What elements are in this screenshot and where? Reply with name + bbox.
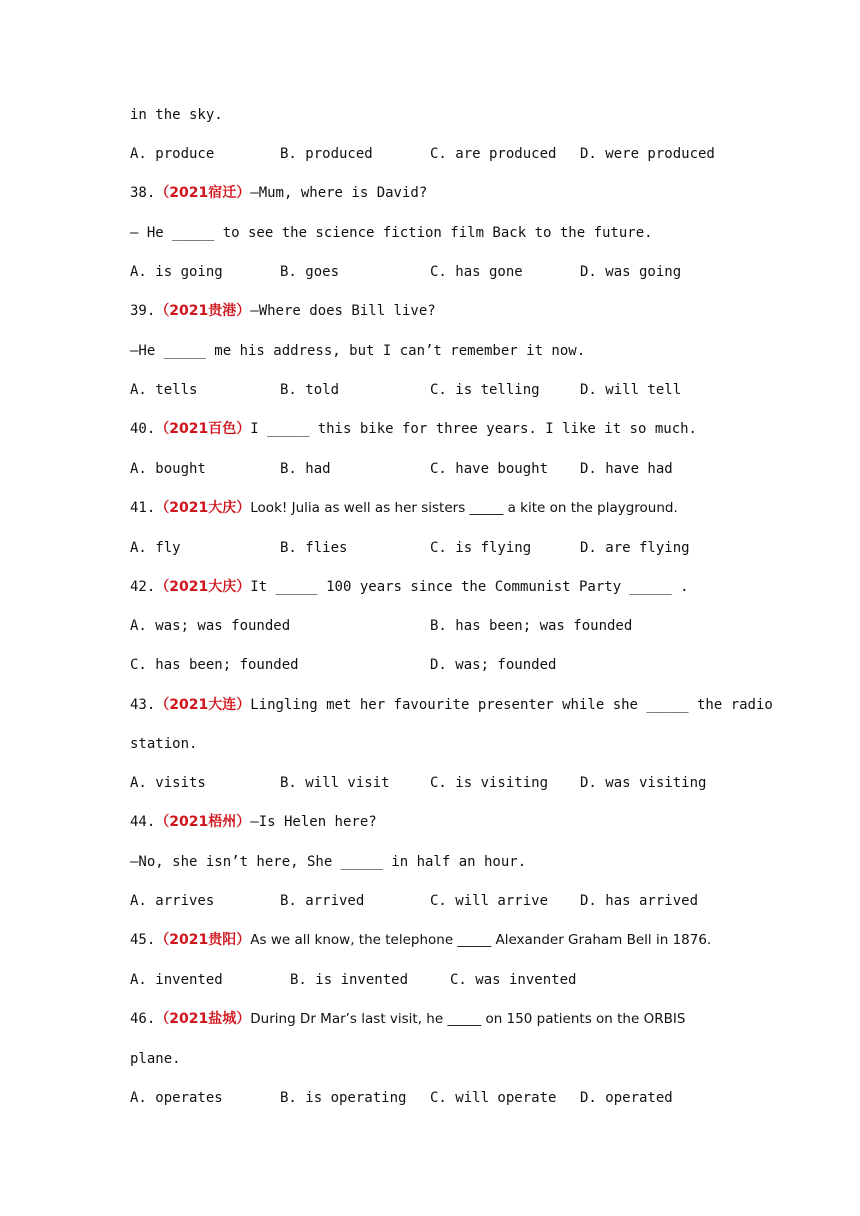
option-b: B. produced <box>280 146 373 162</box>
option-b: B. has been; was founded <box>430 618 633 634</box>
question-38 <box>130 184 427 202</box>
question-text: — He _____ to see the science fiction film Back to the future. <box>130 225 653 241</box>
source-tag: （2021贵港） <box>155 303 251 319</box>
option-c: C. has been; founded <box>130 657 299 673</box>
question-44 <box>130 813 377 831</box>
question-text: in the sky. <box>130 107 223 123</box>
option-a: A. produce <box>130 146 215 162</box>
option-d: D. were produced <box>580 146 715 162</box>
question-stem: Look! Julia as well as her sisters _____ a kite on the playground. <box>250 500 678 516</box>
option-c: C. will operate <box>430 1090 557 1106</box>
question-text: —No, she isn’t here, She _____ in half an hour. <box>130 854 527 870</box>
source-tag: （2021大庆） <box>155 500 251 516</box>
option-b: B. arrived <box>280 893 365 909</box>
question-text: —He _____ me his address, but I can’t remember it now. <box>130 343 586 359</box>
option-a: A. invented <box>130 972 223 988</box>
question-46 <box>130 1010 685 1028</box>
option-a: A. fly <box>130 540 181 556</box>
option-a: A. visits <box>130 775 206 791</box>
question-40 <box>130 420 697 438</box>
option-a: A. tells <box>130 382 198 398</box>
question-stem: I _____ this bike for three years. I like it so much. <box>250 421 697 437</box>
option-a: A. was; was founded <box>130 618 291 634</box>
question-39 <box>130 302 436 320</box>
question-number: 39. <box>130 303 156 319</box>
option-b: B. will visit <box>280 775 390 791</box>
source-tag: （2021百色） <box>155 421 251 437</box>
question-text: station. <box>130 736 198 752</box>
question-number: 43. <box>130 697 156 713</box>
question-number: 41. <box>130 500 156 516</box>
option-d: D. has arrived <box>580 893 699 909</box>
question-stem: During Dr Mar’s last visit, he _____ on 150 patients on the ORBIS <box>250 1011 686 1027</box>
question-stem: —Where does Bill live? <box>250 303 436 319</box>
option-d: D. was going <box>580 264 682 280</box>
question-number: 42. <box>130 579 156 595</box>
question-stem: —Is Helen here? <box>250 814 377 830</box>
source-tag: （2021梧州） <box>155 814 251 830</box>
option-d: D. have had <box>580 461 673 477</box>
question-number: 46. <box>130 1011 156 1027</box>
option-a: A. is going <box>130 264 223 280</box>
option-c: C. are produced <box>430 146 557 162</box>
option-d: D. will tell <box>580 382 682 398</box>
option-c: C. has gone <box>430 264 523 280</box>
option-d: D. was visiting <box>580 775 707 791</box>
option-a: A. operates <box>130 1090 223 1106</box>
option-d: D. was; founded <box>430 657 557 673</box>
question-number: 40. <box>130 421 156 437</box>
option-d: D. operated <box>580 1090 673 1106</box>
source-tag: （2021大庆） <box>155 579 251 595</box>
question-42 <box>130 578 689 596</box>
option-a: A. arrives <box>130 893 215 909</box>
option-b: B. goes <box>280 264 340 280</box>
question-43 <box>130 696 773 714</box>
option-b: B. told <box>280 382 340 398</box>
question-45 <box>130 931 711 949</box>
question-stem: —Mum, where is David? <box>250 185 428 201</box>
source-tag: （2021贵阳） <box>155 932 251 948</box>
option-b: B. had <box>280 461 331 477</box>
question-41 <box>130 499 678 517</box>
question-text: plane. <box>130 1051 181 1067</box>
option-b: B. is operating <box>280 1090 407 1106</box>
source-tag: （2021盐城） <box>155 1011 251 1027</box>
question-number: 38. <box>130 185 156 201</box>
question-stem: As we all know, the telephone _____ Alexander Graham Bell in 1876. <box>250 932 712 948</box>
option-c: C. is visiting <box>430 775 549 791</box>
option-c: C. is flying <box>430 540 532 556</box>
option-c: C. will arrive <box>430 893 549 909</box>
source-tag: （2021大连） <box>155 697 251 713</box>
option-d: D. are flying <box>580 540 690 556</box>
question-stem: Lingling met her favourite presenter while she _____ the radio <box>250 697 773 713</box>
option-c: C. was invented <box>450 972 577 988</box>
option-b: B. flies <box>280 540 348 556</box>
question-number: 45. <box>130 932 156 948</box>
source-tag: （2021宿迁） <box>155 185 251 201</box>
question-number: 44. <box>130 814 156 830</box>
question-stem: It _____ 100 years since the Communist Party _____ . <box>250 579 689 595</box>
option-a: A. bought <box>130 461 206 477</box>
option-c: C. is telling <box>430 382 540 398</box>
option-b: B. is invented <box>290 972 409 988</box>
option-c: C. have bought <box>430 461 549 477</box>
